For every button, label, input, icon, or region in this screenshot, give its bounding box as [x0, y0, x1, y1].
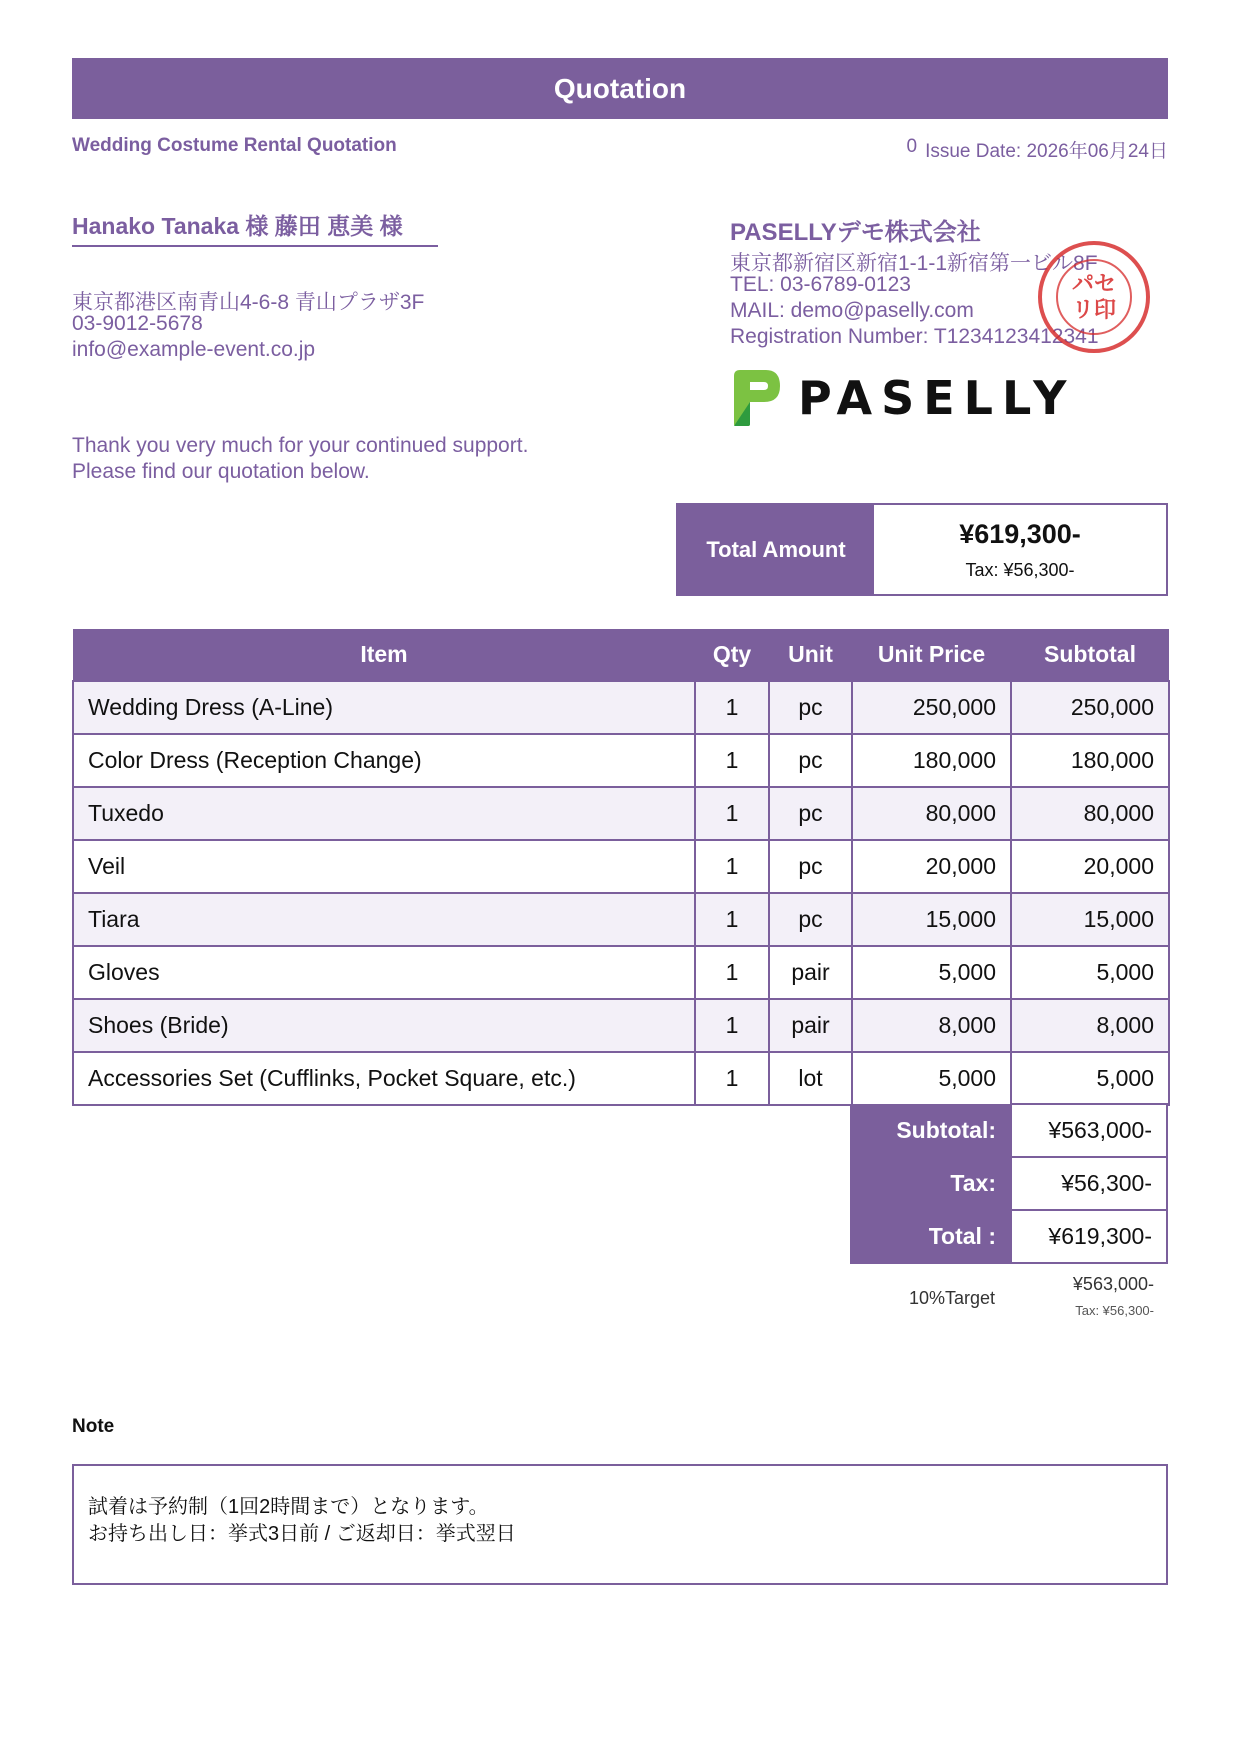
note-line-1: 試着は予約制（1回2時間まで）となります。: [88, 1496, 489, 1518]
cell-qty: 1: [695, 840, 769, 893]
table-row: [73, 787, 1169, 840]
tax-target-amount: ¥563,000-: [1072, 1274, 1154, 1294]
summary-tax-row: [850, 1157, 1167, 1210]
logo-wordmark: PASELLY: [798, 371, 1076, 425]
table-row: [73, 681, 1169, 734]
cell-qty: 1: [695, 681, 769, 734]
cell-unit: pc: [769, 840, 852, 893]
summary-total-value: ¥619,300-: [1011, 1210, 1167, 1263]
cell-unit: pair: [769, 999, 852, 1052]
note-box: [72, 1464, 1168, 1585]
cell-subtotal: 180,000: [1011, 734, 1169, 787]
total-amount-value: ¥619,300-: [959, 518, 1081, 549]
cell-item: Shoes (Bride): [73, 999, 695, 1052]
cell-unit-price: 250,000: [852, 681, 1011, 734]
quotation-number: 0: [906, 136, 918, 157]
greeting-line-1: Thank you very much for your continued support.: [72, 434, 529, 457]
cell-subtotal: 20,000: [1011, 840, 1169, 893]
cell-unit-price: 15,000: [852, 893, 1011, 946]
company-name: PASELLYデモ株式会社: [730, 219, 981, 246]
cell-item: Wedding Dress (A-Line): [73, 681, 695, 734]
cell-unit: pc: [769, 787, 852, 840]
note-line-2: お持ち出し日：挙式3日前 / ご返却日：挙式翌日: [88, 1523, 516, 1545]
cell-qty: 1: [695, 999, 769, 1052]
company-address: 東京都新宿区新宿1-1-1新宿第一ビル8F: [730, 252, 1098, 275]
header-qty: Qty: [695, 629, 769, 681]
issue-date: Issue Date: 2026年06月24日: [925, 141, 1168, 162]
cell-subtotal: 5,000: [1011, 1052, 1169, 1105]
cell-qty: 1: [695, 787, 769, 840]
cell-subtotal: 8,000: [1011, 999, 1169, 1052]
cell-qty: 1: [695, 1052, 769, 1105]
company-logo: [730, 368, 1075, 428]
document-subtitle: Wedding Costume Rental Quotation: [72, 135, 397, 156]
cell-item: Accessories Set (Cufflinks, Pocket Square, etc.): [73, 1052, 695, 1105]
cell-unit-price: 8,000: [852, 999, 1011, 1052]
total-amount-label: Total Amount: [678, 505, 874, 594]
header-unit-price: Unit Price: [852, 629, 1011, 681]
company-mail: MAIL: demo@paselly.com: [730, 299, 974, 322]
items-table: [72, 629, 1170, 1106]
cell-subtotal: 80,000: [1011, 787, 1169, 840]
tax-target-tax: Tax: ¥56,300-: [1075, 1303, 1154, 1318]
total-amount-tax: Tax: ¥56,300-: [965, 559, 1075, 580]
document-title: Quotation: [72, 58, 1168, 119]
summary-subtotal-row: [850, 1104, 1167, 1157]
cell-unit-price: 20,000: [852, 840, 1011, 893]
header-subtotal: Subtotal: [1011, 629, 1169, 681]
table-row: [73, 999, 1169, 1052]
cell-unit: pc: [769, 734, 852, 787]
cell-qty: 1: [695, 946, 769, 999]
total-amount-box: [676, 503, 1168, 596]
summary-table: [850, 1103, 1168, 1264]
cell-item: Gloves: [73, 946, 695, 999]
company-seal-stamp: [1038, 241, 1150, 353]
cell-item: Tiara: [73, 893, 695, 946]
table-row: [73, 893, 1169, 946]
table-row: [73, 946, 1169, 999]
summary-tax-label: Tax:: [850, 1157, 1011, 1210]
cell-subtotal: 5,000: [1011, 946, 1169, 999]
header-item: Item: [73, 629, 695, 681]
cell-unit: pc: [769, 681, 852, 734]
cell-unit-price: 5,000: [852, 946, 1011, 999]
summary-total-label: Total :: [850, 1210, 1011, 1263]
cell-unit: pc: [769, 893, 852, 946]
summary-total-row: [850, 1210, 1167, 1263]
cell-item: Color Dress (Reception Change): [73, 734, 695, 787]
client-phone: 03-9012-5678: [72, 312, 203, 335]
client-name: Hanako Tanaka 様 藤田 恵美 様: [72, 212, 438, 247]
cell-unit: pair: [769, 946, 852, 999]
cell-item: Tuxedo: [73, 787, 695, 840]
cell-unit-price: 180,000: [852, 734, 1011, 787]
seal-text: パセ リ印: [1056, 259, 1132, 335]
client-email: info@example-event.co.jp: [72, 338, 316, 361]
tax-target-label: 10%Target: [908, 1288, 995, 1308]
table-row: [73, 840, 1169, 893]
summary-tax-value: ¥56,300-: [1011, 1157, 1167, 1210]
cell-unit: lot: [769, 1052, 852, 1105]
table-row: [73, 734, 1169, 787]
total-amount-values: [874, 505, 1166, 594]
company-tel: TEL: 03-6789-0123: [730, 273, 911, 296]
issue-info: [907, 136, 1169, 163]
logo-leaf-icon: [730, 368, 782, 428]
cell-subtotal: 250,000: [1011, 681, 1169, 734]
company-registration: Registration Number: T1234123412341: [730, 325, 1099, 348]
summary-subtotal-label: Subtotal:: [850, 1104, 1011, 1157]
table-row: [73, 1052, 1169, 1105]
cell-item: Veil: [73, 840, 695, 893]
greeting-line-2: Please find our quotation below.: [72, 460, 370, 483]
table-header-row: [73, 629, 1169, 681]
summary-subtotal-value: ¥563,000-: [1011, 1104, 1167, 1157]
client-address: 東京都港区南青山4-6-8 青山プラザ3F: [72, 291, 425, 314]
cell-qty: 1: [695, 893, 769, 946]
cell-qty: 1: [695, 734, 769, 787]
header-unit: Unit: [769, 629, 852, 681]
cell-unit-price: 5,000: [852, 1052, 1011, 1105]
cell-unit-price: 80,000: [852, 787, 1011, 840]
note-label: Note: [72, 1416, 115, 1437]
cell-subtotal: 15,000: [1011, 893, 1169, 946]
